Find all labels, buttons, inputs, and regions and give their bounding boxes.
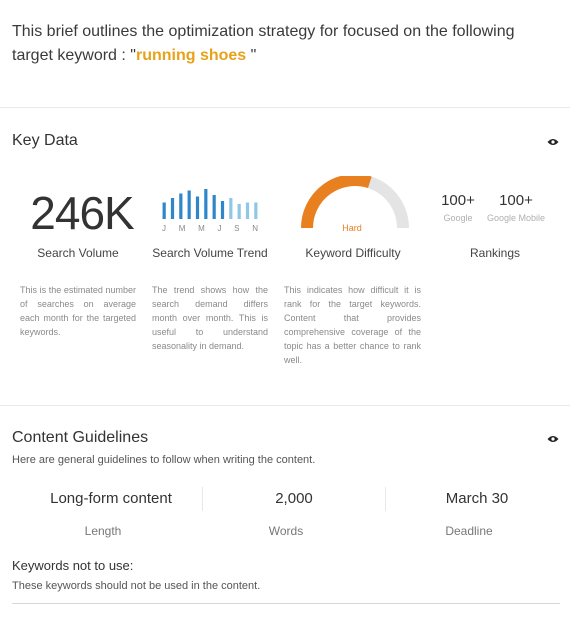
google-mobile-rank-value: 100+: [499, 192, 533, 209]
divider: [0, 107, 570, 108]
google-rank-label: Google: [443, 213, 473, 223]
trend-month-label: N: [252, 224, 258, 233]
keyword-difficulty-label: Keyword Difficulty: [305, 246, 401, 260]
trend-bar: [246, 203, 249, 220]
search-volume-trend-chart: [160, 189, 260, 219]
eye-icon[interactable]: [547, 435, 559, 443]
target-keyword: running shoes: [135, 47, 247, 64]
key-data-title: Key Data: [12, 132, 78, 149]
trend-month-labels: [160, 224, 260, 233]
intro-quote-open: ": [130, 47, 136, 64]
rankings-label: Rankings: [469, 246, 521, 260]
guideline-values: [20, 485, 568, 513]
trend-bar: [221, 201, 224, 219]
trend-bar: [188, 191, 191, 220]
words-value: 2,000: [275, 490, 313, 507]
keywords-input-line[interactable]: [12, 603, 560, 604]
difficulty-description: This indicates how difficult it is rank for the target keywords. Content that provides comprehensive coverage of the topic has a better chance to rank well.: [284, 285, 421, 365]
google-mobile-rank-label: Google Mobile: [486, 213, 546, 223]
trend-description: The trend shows how the search demand differs month over month. This is useful to understand seasonality in demand.: [152, 285, 268, 351]
intro-quote-close: ": [246, 47, 257, 64]
trend-bar: [171, 198, 174, 219]
trend-month-label: J: [162, 224, 166, 233]
search-volume-label: Search Volume: [37, 246, 119, 260]
deadline-label: Deadline: [445, 524, 493, 538]
trend-month-label: J: [217, 224, 222, 233]
trend-month-label: M: [178, 224, 186, 233]
trend-bar: [179, 194, 182, 220]
trend-month-label: S: [234, 224, 240, 233]
keywords-not-to-use-title: Keywords not to use:: [12, 558, 134, 573]
content-guidelines-title: Content Guidelines: [12, 429, 149, 446]
words-label: Words: [268, 524, 304, 538]
gauge-fill: [307, 180, 370, 228]
search-volume-description: This is the estimated number of searches on average each month for the targeted keywords.: [20, 285, 136, 337]
trend-bar: [238, 204, 241, 219]
trend-bar: [163, 203, 166, 220]
length-label: Length: [84, 524, 122, 538]
keywords-not-to-use-subtitle: These keywords should not be used in the content.: [12, 580, 261, 592]
trend-bar: [213, 195, 216, 219]
trend-bar: [229, 198, 232, 219]
trend-bar: [254, 203, 257, 220]
search-volume-trend-label: Search Volume Trend: [152, 246, 268, 260]
trend-month-label: M: [198, 224, 205, 233]
content-guidelines-subtitle: Here are general guidelines to follow when writing the content.: [12, 454, 316, 466]
length-value: Long-form content: [50, 490, 172, 507]
eye-icon[interactable]: [547, 138, 559, 146]
search-volume-value: [20, 186, 144, 240]
divider: [0, 405, 570, 406]
difficulty-level: Hard: [342, 223, 362, 233]
deadline-value: March 30: [445, 490, 509, 507]
search-volume-unit: K: [104, 187, 134, 239]
search-volume-number: 246: [30, 187, 105, 239]
google-rank-value: 100+: [441, 192, 475, 209]
intro-lead: This brief outlines the optimization strategy for focused on the following target keyword :: [12, 23, 515, 64]
trend-bar: [196, 197, 199, 220]
intro-text: [12, 20, 552, 68]
trend-bar: [204, 189, 207, 219]
